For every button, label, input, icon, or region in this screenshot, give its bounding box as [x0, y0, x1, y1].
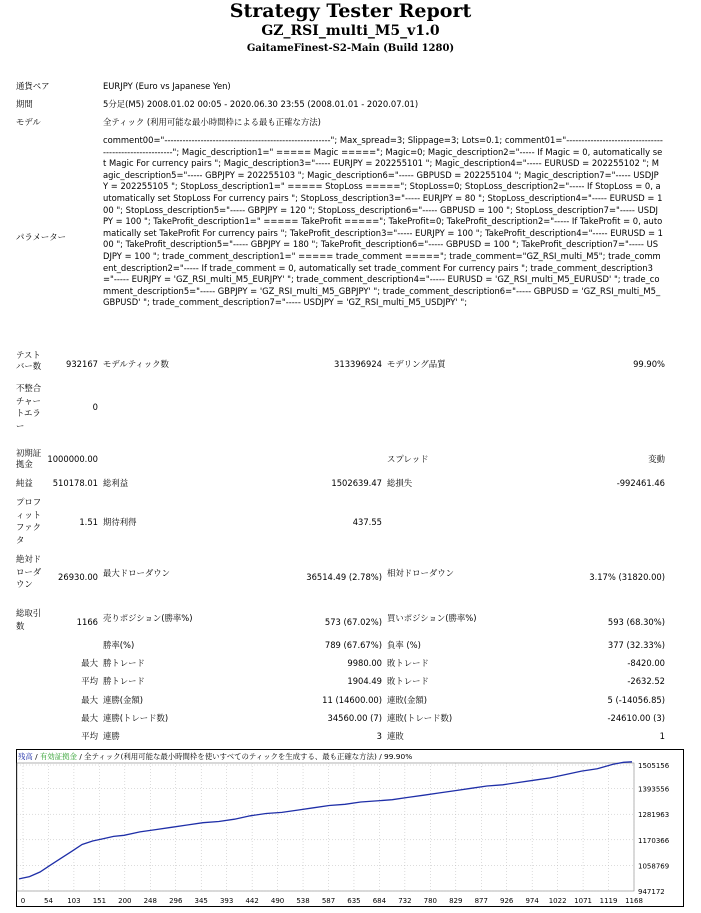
- cons-win-money-label: 連勝(金額): [103, 695, 144, 705]
- cons-loss-profit-value: -24610.00 (3): [607, 713, 665, 723]
- avg-label-2: 平均: [81, 731, 98, 741]
- max-label-1: 最大: [81, 658, 98, 668]
- maxdd-label: 最大ドローダウン: [103, 568, 170, 578]
- deposit-value: 1000000.00: [47, 454, 98, 464]
- reldd-label: 相対ドローダウン: [387, 568, 454, 578]
- max-loss-value: -8420.00: [627, 658, 665, 668]
- x-tick-label: 151: [92, 897, 107, 905]
- y-tick-label: 1393556: [638, 785, 670, 794]
- chart-legend: [18, 752, 412, 761]
- x-tick-label: 926: [500, 897, 514, 905]
- ticks-label: モデルティック数: [103, 359, 169, 369]
- model-value: 全ティック (利用可能な最小時間枠による最も正確な方法): [103, 117, 321, 127]
- absdd-value: 26930.00: [58, 572, 98, 582]
- max-label-2: 最大: [81, 695, 98, 705]
- plot-area: [17, 763, 634, 891]
- mismatch-value: 0: [92, 402, 98, 412]
- cons-loss-profit-label: 連敗(トレード数): [387, 713, 453, 723]
- expected-label: 期待利得: [103, 517, 137, 527]
- params-label: パラメーター: [16, 232, 66, 242]
- avg-cons-win-value: 3: [376, 731, 382, 741]
- avg-loss-label: 敗トレード: [387, 676, 429, 686]
- total-label: 総取引数: [16, 608, 42, 631]
- total-value: 1166: [76, 617, 98, 627]
- gross-loss-value: -992461.46: [616, 478, 665, 488]
- x-tick-label: 103: [67, 897, 81, 905]
- spread-value: 変動: [648, 454, 665, 464]
- x-tick-label: 538: [296, 897, 310, 905]
- long-value: 593 (68.30%): [607, 617, 665, 627]
- win-label: 勝率(%): [103, 640, 135, 650]
- quality-value: 99.90%: [633, 359, 665, 369]
- win-value: 789 (67.67%): [324, 640, 382, 650]
- x-tick-label: 1119: [599, 897, 618, 905]
- x-tick-label: 829: [449, 897, 463, 905]
- symbol-value: EURJPY (Euro vs Japanese Yen): [103, 81, 231, 91]
- quality-label: モデリング品質: [387, 359, 446, 369]
- short-label: 売りポジション(勝率%): [103, 613, 193, 623]
- x-tick-label: 974: [525, 897, 539, 905]
- legend-sep-2: /: [76, 752, 85, 761]
- x-tick-label: 200: [118, 897, 132, 905]
- avg-win-value: 1904.49: [347, 676, 382, 686]
- report-title: Strategy Tester Report: [229, 0, 472, 22]
- avg-cons-loss-label: 連敗: [387, 731, 404, 741]
- x-tick-label: 296: [169, 897, 183, 905]
- cons-loss-money-value: 5 (-14056.85): [607, 695, 665, 705]
- x-tick-label: 780: [423, 897, 438, 905]
- x-tick-label: 684: [372, 897, 387, 905]
- x-tick-label: 490: [270, 897, 285, 905]
- mismatch-label: 不整合チャートエラー: [16, 383, 42, 431]
- expected-value: 437.55: [352, 517, 382, 527]
- x-tick-label: 732: [398, 897, 412, 905]
- pf-value: 1.51: [79, 517, 98, 527]
- gross-profit-label: 総利益: [103, 478, 129, 488]
- cons-win-profit-label: 連勝(トレード数): [103, 713, 169, 723]
- x-tick-label: 877: [474, 897, 488, 905]
- x-tick-label: 0: [20, 897, 26, 905]
- avg-label-1: 平均: [81, 676, 98, 686]
- period-label: 期間: [16, 99, 33, 109]
- y-tick-label: 1505156: [638, 762, 670, 770]
- max-win-value: 9980.00: [347, 658, 382, 668]
- x-tick-label: 442: [245, 897, 259, 905]
- deposit-label: 初期証拠金: [16, 448, 42, 469]
- reldd-value: 3.17% (31820.00): [589, 572, 665, 582]
- x-tick-label: 248: [143, 897, 157, 905]
- cons-win-profit-value: 34560.00 (7): [327, 713, 382, 723]
- maxdd-value: 36514.49 (2.78%): [306, 572, 382, 582]
- pf-label: プロフィットファクタ: [16, 497, 42, 545]
- avg-loss-value: -2632.52: [627, 676, 665, 686]
- net-label: 純益: [16, 478, 33, 488]
- avg-win-label: 勝トレード: [103, 676, 145, 686]
- y-tick-label: 1170366: [638, 836, 670, 845]
- avg-cons-win-label: 連勝: [103, 731, 120, 741]
- absdd-label: 絶対ドローダウン: [16, 554, 42, 589]
- y-tick-label: 1058769: [638, 862, 670, 871]
- x-tick-label: 345: [194, 897, 208, 905]
- params-value: comment00="-------------------------------------------------------"; Max_spread=3; Slippage=3; Lots=0.1; comment01="-------------------------------------------------------"; Magic_description1=" ===== Magic ====="; Magic=0; Magic_description2="----- If Magic = 0, automatically set Magic For currency pairs "; Magic_description3="----- EURJPY = 202255101 "; Magic_description4="----- EURUSD = 202255102 "; Magic_description5="----- GBPJPY = 202255103 "; Magic_description6="----- GBPUSD = 202255104 "; Magic_description7="----- USDJPY = 202255105 "; StopLoss_description1=" ===== StopLoss ====="; StopLoss=0; StopLoss_description2="----- If StopLoss = 0, automatically set StopLoss For currency pairs "; StopLoss_description3="----- EURJPY = 80 "; StopLoss_description4="----- EURUSD = 100 "; StopLoss_description5="----- GBPJPY = 120 "; StopLoss_description6="----- GBPUSD = 100 "; StopLoss_description7="----- USDJPY = 100 "; TakeProfit_description1=" ===== TakeProfit ====="; TakeProfit=0; TakeProfit_description2="----- If TakeProfit = 0, automatically set TakeProfit For currency pairs "; TakeProfit_description3="----- EURJPY = 100 "; TakeProfit_description4="----- EURUSD = 100 "; TakeProfit_description5="----- GBPJPY = 180 "; TakeProfit_description6="----- GBPUSD = 100 "; TakeProfit_description7="----- USDJPY = 100 "; trade_comment_description1=" ===== trade_comment ====="; trade_comment="GZ_RSI_multi_M5"; trade_comment_description2="----- If trade_comment = 0, automatically set trade_comment For currency pairs "; trade_comment_description3="----- EURJPY = 'GZ_RSI_multi_M5_EURJPY' "; trade_comment_description4="----- EURUSD = 'GZ_RSI_multi_M5_EURUSD' "; trade_comment_description5="----- GBPJPY = 'GZ_RSI_multi_M5_GBPJPY' "; trade_comment_description6="----- GBPUSD = 'GZ_RSI_multi_M5_GBPUSD' "; trade_comment_description7="----- USDJPY = 'GZ_RSI_multi_M5_USDJPY' ";: [103, 135, 664, 308]
- legend-model: 全ティック(利用可能な最小時間枠を使いすべてのティックを生成する、最も正確な方法) / 99.90%: [84, 752, 413, 761]
- gross-loss-label: 総損失: [387, 478, 413, 488]
- y-tick-label: 947172: [638, 888, 665, 896]
- x-tick-label: 393: [219, 897, 234, 905]
- legend-sep-1: /: [32, 752, 40, 761]
- short-value: 573 (67.02%): [324, 617, 382, 627]
- bars-value: 932167: [66, 359, 98, 369]
- x-tick-label: 1022: [548, 897, 567, 905]
- ticks-value: 313396924: [334, 359, 382, 369]
- gross-profit-value: 1502639.47: [331, 478, 382, 488]
- x-tick-label: 1168: [625, 897, 643, 905]
- expert-name: GZ_RSI_multi_M5_v1.0: [261, 23, 440, 39]
- avg-cons-loss-value: 1: [659, 731, 665, 741]
- max-label-3: 最大: [81, 713, 98, 723]
- cons-loss-money-label: 連敗(金額): [387, 695, 428, 705]
- bars-label: テストバー数: [16, 350, 42, 371]
- cons-win-money-value: 11 (14600.00): [322, 695, 382, 705]
- legend-balance: 残高: [18, 752, 33, 761]
- spread-label: スプレッド: [387, 454, 429, 464]
- x-tick-label: 54: [43, 897, 53, 905]
- loss-value: 377 (32.33%): [607, 640, 665, 650]
- net-value: 510178.01: [52, 478, 98, 488]
- max-loss-label: 敗トレード: [387, 658, 429, 668]
- balance-chart: [16, 749, 684, 907]
- max-win-label: 勝トレード: [103, 658, 145, 668]
- y-tick-label: 1281963: [638, 811, 670, 820]
- long-label: 買いポジション(勝率%): [387, 613, 477, 623]
- period-value: 5分足(M5) 2008.01.02 00:05 - 2020.06.30 23:55 (2008.01.01 - 2020.07.01): [103, 99, 419, 109]
- model-label: モデル: [16, 117, 41, 127]
- x-tick-label: 587: [321, 897, 336, 905]
- balance-chart-svg: [16, 749, 684, 907]
- server-name: GaitameFinest-S2-Main (Build 1280): [246, 43, 455, 54]
- x-tick-label: 1071: [574, 897, 592, 905]
- x-tick-label: 635: [347, 897, 361, 905]
- symbol-label: 通貨ペア: [16, 81, 50, 91]
- legend-equity: 有効証拠金: [40, 752, 77, 761]
- loss-label: 負率 (%): [387, 640, 421, 650]
